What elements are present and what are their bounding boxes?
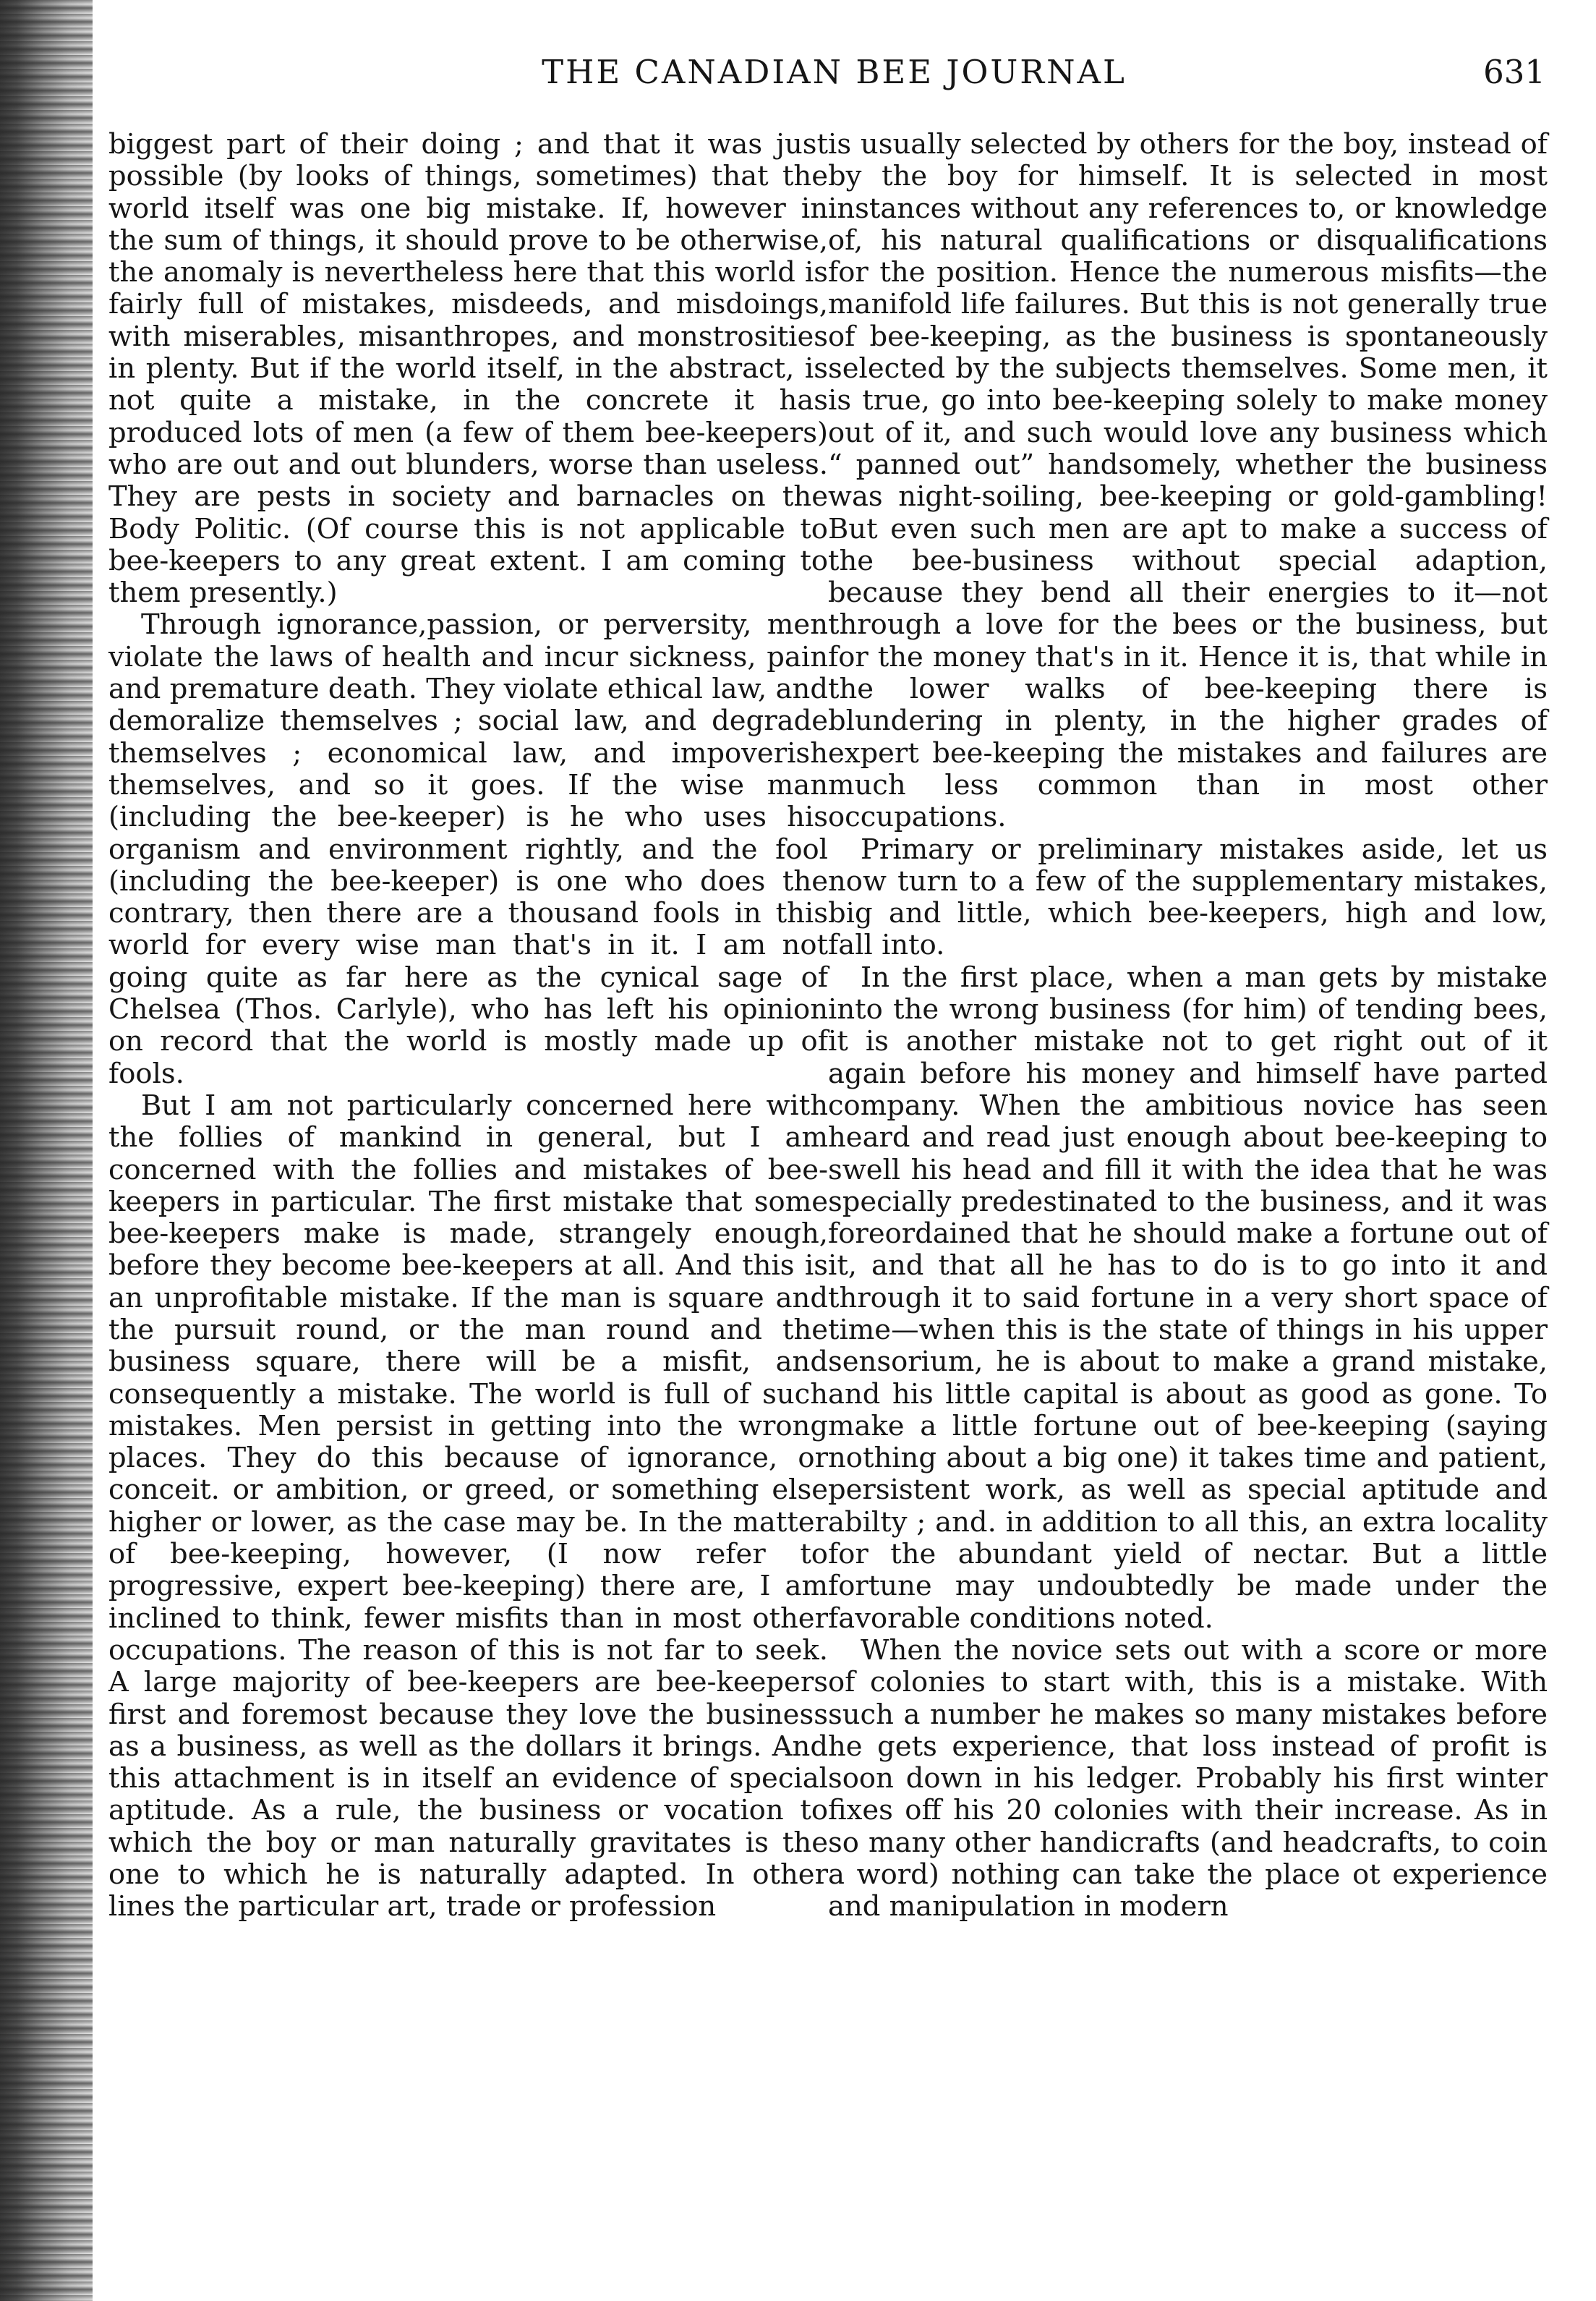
paragraph: When the novice sets out with a score or more of colonies to start with, this is a mistake. With such a number he makes so many mistakes before he gets experience, that loss instead of profit is soon down in his ledger. Probably his first winter fixes off his 20 colonies with their increase. As in so many other handicrafts (and headcrafts, to coin a word) nothing can take the place ot experience and manipulation in modern: [828, 1633, 1548, 1923]
page-header: [101, 40, 1567, 105]
left-column: [108, 129, 828, 1923]
paragraph: In the first place, when a man gets by mistake into the wrong business (for him) of tending bees, it is another mistake not to get right out of it again before his money and himself have parted company. When the ambitious novice has seen heard and read just enough about bee-keeping to swell his head and fill it with the idea that he was specially predestinated to the business, and it was foreordained that he should make a fortune out of it, and that all he has to do is to go into it and through it to said fortune in a very short space of time—when this is the state of things in his upper sensorium, he is about to make a grand mistake, and his little capital is about as good as gone. To make a little fortune out of bee-keeping (saying nothing about a big one) it takes time and patient, persistent work, as well as special aptitude and abilty ; and. in addition to all this, an extra locality for the abundant yield of nectar. But a little fortune may undoubtedly be made under the favorable conditions noted.: [828, 961, 1548, 1635]
page-number: 631: [1483, 53, 1545, 91]
paragraph: Primary or preliminary mistakes aside, let us now turn to a few of the supplementary mistakes, big and little, which bee-keepers, high and low, fall into.: [828, 833, 1548, 962]
paragraph: biggest part of their doing ; and that it was just possible (by looks of things, sometimes) that the world itself was one big mistake. If, however in the sum of things, it should prove to be otherwise, the anomaly is nevertheless here that this world is fairly full of mistakes, misdeeds, and misdoings, with miserables, misanthropes, and monstrosities in plenty. But if the world itself, in the abstract, is not quite a mistake, in the concrete it has produced lots of men (a few of them bee-keepers) who are out and out blunders, worse than useless. They are pests in society and barnacles on the Body Politic. (Of course this is not applicable to bee-keepers to any great extent. I am coming to them presently.): [108, 128, 828, 610]
paragraph: But I am not particularly concerned here with the follies of mankind in general, but I am concerned with the follies and mistakes of bee-keepers in particular. The first mistake that some bee-keepers make is made, strangely enough, before they become bee-keepers at all. And this is an unprofitable mistake. If the man is square and the pursuit round, or the man round and the business square, there will be a misfit, and consequently a mistake. The world is full of such mistakes. Men persist in getting into the wrong places. They do this because of ignorance, or conceit. or ambition, or greed, or something else higher or lower, as the case may be. In the matter of bee-keeping, however, (I now refer to progressive, expert bee-keeping) there are, I am inclined to think, fewer misfits than in most other occupations. The reason of this is not far to seek. A large majority of bee-keepers are bee-keepers first and foremost because they love the business as a business, as well as the dollars it brings. And this attachment is in itself an evidence of special aptitude. As a rule, the business or vocation to which the boy or man naturally gravitates is the one to which he is naturally adapted. In other lines the particular art, trade or profession: [108, 1089, 828, 1923]
paragraph: is usually selected by others for the boy, instead of by the boy for himself. It is selected in most instances without any references to, or knowledge of, his natural qualifications or disqualifications for the position. Hence the numerous misfits—the manifold life failures. But this is not generally true of bee-keeping, as the business is spontaneously selected by the subjects themselves. Some men, it is true, go into bee-keeping solely to make money out of it, and such would love any business which “ panned out” handsomely, whether the business was night-soiling, bee-keeping or gold-gambling! But even such men are apt to make a success of the bee-business without special adaption, because they bend all their energies to it—not through a love for the bees or the business, but for the money that's in it. Hence it is, that while in the lower walks of bee-keeping there is blundering in plenty, in the higher grades of expert bee-keeping the mistakes and failures are much less common than in most other occupations.: [828, 128, 1548, 834]
running-head: THE CANADIAN BEE JOURNAL: [542, 53, 1127, 91]
paragraph: Through ignorance,passion, or perversity, men violate the laws of health and incur sickness, pain and premature death. They violate ethical law, and demoralize themselves ; social law, and degrade themselves ; economical law, and impoverish themselves, and so it goes. If the wise man (including the bee-keeper) is he who uses his organism and environment rightly, and the fool (including the bee-keeper) is one who does the contrary, then there are a thousand fools in this world for every wise man that's in it. I am not going quite as far here as the cynical sage of Chelsea (Thos. Carlyle), who has left his opinion on record that the world is mostly made up of fools.: [108, 608, 828, 1090]
text-columns: [65, 129, 1569, 1923]
right-column: [828, 129, 1548, 1923]
